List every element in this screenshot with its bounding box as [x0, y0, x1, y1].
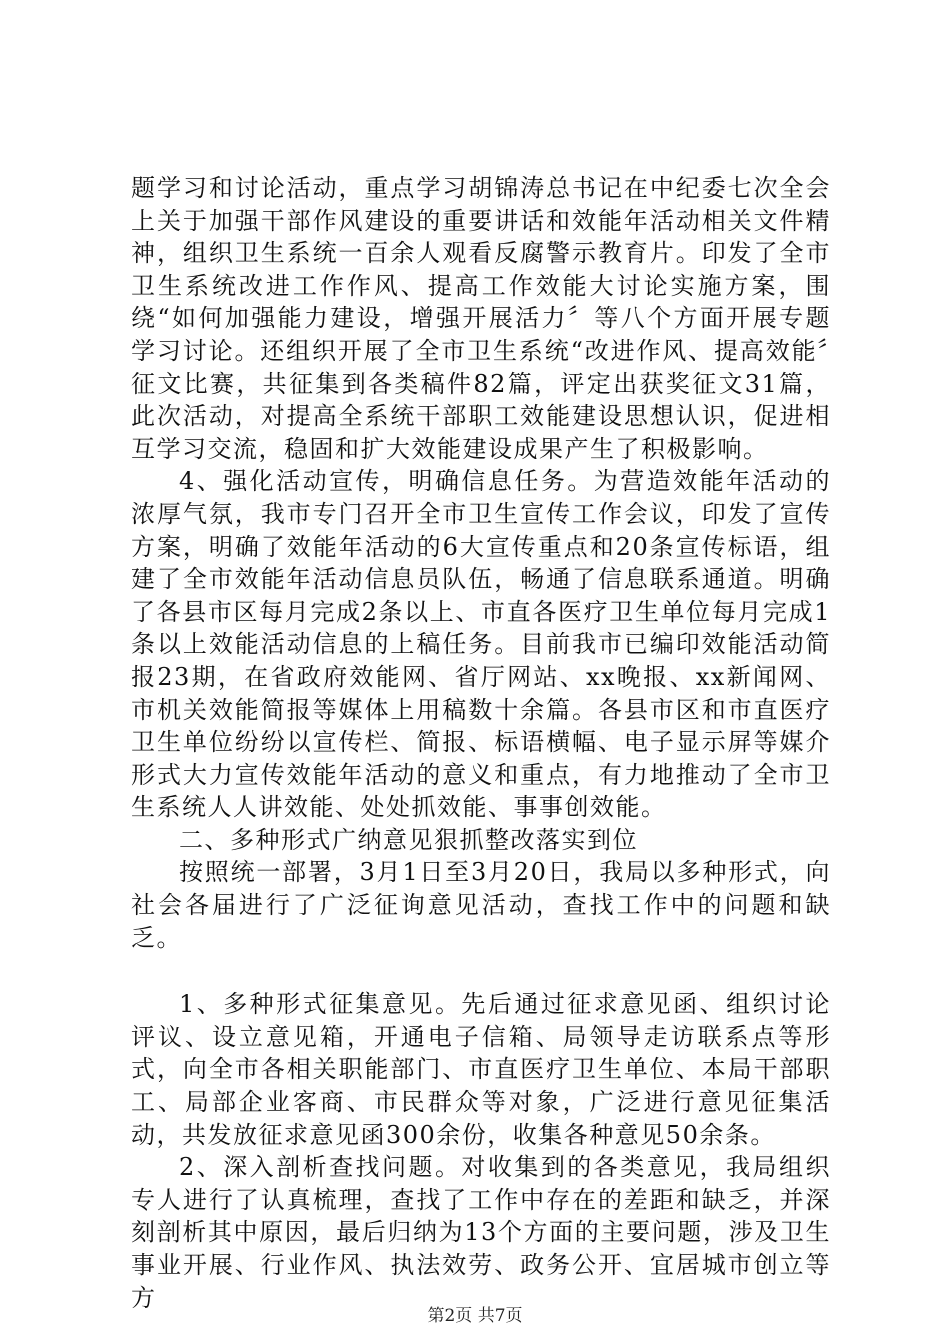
page-number-footer: 第2页 共7页	[427, 1306, 523, 1326]
paragraph-publicity: 4、强化活动宣传，明确信息任务。为营造效能年活动的浓厚气氛，我市专门召开全市卫生宣传工作会议，印发了宣传方案，明确了效能年活动的6大宣传重点和20条宣传标语，组建了全市效能年活动信息员队伍，畅通了信息联系通道。明确了各县市区每月完成2条以上、市直各医疗卫生单位每月完成1条以上效能活动信息的上稿任务。目前我市已编印效能活动简报23期，在省政府效能网、省厅网站、xx晚报、xx新闻网、市机关效能简报等媒体上用稿数十余篇。各县市区和市直医疗卫生单位纷纷以宣传栏、简报、标语横幅、电子显示屏等媒介形式大力宣传效能年活动的意义和重点，有力地推动了全市卫生系统人人讲效能、处处抓效能、事事创效能。	[131, 467, 831, 822]
paragraph-analyze-problems: 2、深入剖析查找问题。对收集到的各类意见，我局组织专人进行了认真梳理，查找了工作中存在的差距和缺乏，并深刻剖析其中原因，最后归纳为13个方面的主要问题，涉及卫生事业开展、行业作风、执法效劳、政务公开、宜居城市创立等方	[131, 1153, 831, 1312]
paragraph-continued-discussion: 题学习和讨论活动，重点学习胡锦涛总书记在中纪委七次全会上关于加强干部作风建设的重要讲话和效能年活动相关文件精神，组织卫生系统一百余人观看反腐警示教育片。印发了全市卫生系统改进工作作风、提高工作效能大讨论实施方案，围绕“如何加强能力建设，增强开展活力〞等八个方面开展专题学习讨论。还组织开展了全市卫生系统“改进作风、提高效能〞征文比赛，共征集到各类稿件82篇，评定出获奖征文31篇，此次活动，对提高全系统干部职工效能建设思想认识，促进相互学习交流，稳固和扩大效能建设成果产生了积极影响。	[131, 174, 831, 463]
document-body	[131, 172, 831, 1314]
paragraph-deployment: 按照统一部署，3月1日至3月20日，我局以多种形式，向社会各届进行了广泛征询意见活动，查找工作中的问题和缺乏。	[131, 858, 831, 952]
section-heading-opinions: 二、多种形式广纳意见狠抓整改落实到位	[179, 825, 638, 854]
paragraph-collect-opinions: 1、多种形式征集意见。先后通过征求意见函、组织讨论评议、设立意见箱，开通电子信箱、局领导走访联系点等形式，向全市各相关职能部门、市直医疗卫生单位、本局干部职工、局部企业客商、市民群众等对象，广泛进行意见征集活动，共发放征求意见函300余份，收集各种意见50余条。	[131, 990, 831, 1149]
